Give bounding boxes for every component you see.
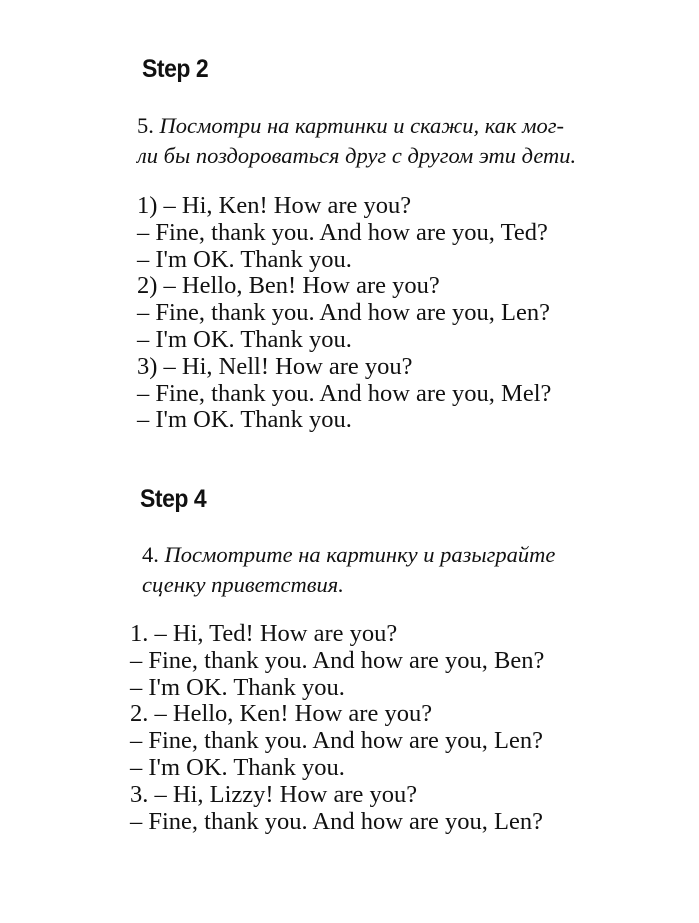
dialogue-line: – Fine, thank you. And how are you, Ted?: [137, 218, 548, 246]
step-2-heading: Step 2: [142, 55, 209, 83]
task-number: 5.: [137, 113, 154, 138]
dialogue-line: – I'm OK. Thank you.: [137, 325, 352, 353]
dialogue-line: 1) – Hi, Ken! How are you?: [137, 192, 412, 219]
dialogue-line: – Fine, thank you. And how are you, Len?: [137, 299, 551, 327]
task-number: 4.: [142, 542, 159, 567]
dialogue-line: – I'm OK. Thank you.: [130, 673, 345, 701]
task-instruction-line-1: Посмотрите на картинку и разыграйте: [164, 542, 556, 567]
dialogue-line: – I'm OK. Thank you.: [137, 245, 352, 273]
dialogue-line: 3) – Hi, Nell! How are you?: [137, 352, 413, 380]
step-4-task: [142, 540, 555, 600]
step-2-dialogue: [137, 193, 551, 434]
dialogue-line: – I'm OK. Thank you.: [130, 753, 345, 781]
step-4-heading: Step 4: [140, 485, 207, 513]
dialogue-line: 2. – Hello, Ken! How are you?: [130, 700, 433, 728]
dialogue-line: 1. – Hi, Ted! How are you?: [130, 620, 398, 647]
dialogue-line: 3. – Hi, Lizzy! How are you?: [130, 780, 418, 808]
dialogue-line: – Fine, thank you. And how are you, Len?: [130, 807, 544, 835]
dialogue-line: – Fine, thank you. And how are you, Mel?: [137, 379, 552, 407]
task-instruction-line-1: Посмотри на картинки и скажи, как мог-: [159, 113, 564, 138]
step-2-task: [137, 111, 576, 171]
dialogue-line: – Fine, thank you. And how are you, Ben?: [130, 646, 545, 674]
dialogue-line: – Fine, thank you. And how are you, Len?: [130, 727, 544, 755]
step-4-dialogue: [130, 621, 544, 835]
dialogue-line: 2) – Hello, Ben! How are you?: [137, 272, 440, 300]
task-instruction-line-2: сценку приветствия.: [142, 572, 344, 597]
dialogue-line: – I'm OK. Thank you.: [137, 406, 352, 434]
task-instruction-line-2: ли бы поздороваться друг с другом эти дети.: [137, 143, 577, 168]
